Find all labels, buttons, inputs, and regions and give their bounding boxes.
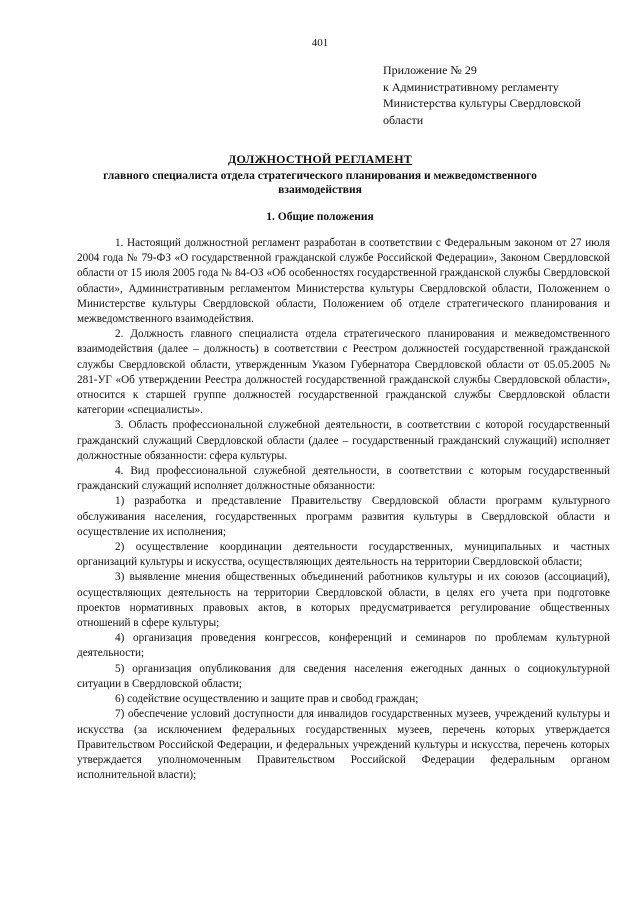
appendix-line: Министерства культуры Свердловской [383, 96, 581, 110]
paragraph: 4) организация проведения конгрессов, конференций и семинаров по проблемам культурной деятельности; [77, 632, 610, 660]
paragraph: 4. Вид профессиональной служебной деятельности, в соответствии с которым государственный гражданский служащий исполняет должностные обязанности: [77, 465, 610, 493]
paragraph: 2) осуществление координации деятельности государственных, муниципальных и частных организаций культуры и искусства, осуществляющих деятельность на территории Свердловской области; [77, 541, 610, 569]
paragraph: 6) содействие осуществлению и защите прав и свобод граждан; [115, 693, 419, 706]
appendix-note [383, 62, 628, 128]
paragraph: 3. Область профессиональной служебной деятельности, в соответствии с которой государственный гражданский служащий Свердловской области (далее – государственный гражданский служащий) исполняет должностные обязанности: сфера культуры. [77, 419, 610, 462]
page-number: 401 [311, 37, 329, 49]
appendix-line: к Административному регламенту [383, 79, 559, 94]
section-heading: 1. Общие положения [266, 211, 374, 223]
paragraph: 7) обеспечение условий доступности для инвалидов государственных музеев, учреждений культуры и искусства (за исключением федеральных государственных музеев, перечень которых утверждается Правительством Российской Федерации, и федеральных учреждений культуры и искусства, перечень которых утверждается уполномоченным Правительством Российской Федерации федеральным органом исполнительной власти); [77, 708, 610, 782]
paragraph: 2. Должность главного специалиста отдела стратегического планирования и межведомственного взаимодействия (далее – должность) в соответствии с Реестром должностей государственной гражданской службы Свердловской области, утвержденным Указом Губернатора Свердловской области от 05.05.2005 № 281-УГ «Об утверждении Реестра должностей государственной гражданской службы Свердловской области», относится к старшей группе должностей государственной гражданской службы Свердловской области категории «специалисты». [77, 328, 610, 417]
paragraph: 1) разработка и представление Правительству Свердловской области программ культурного обслуживания населения, государственных программ развития культуры в Свердловской области и осуществление их исполнения; [77, 495, 610, 538]
paragraph: 5) организация опубликования для сведения населения ежегодных данных о социокультурной ситуации в Свердловской области; [77, 662, 610, 690]
appendix-line: области [383, 112, 424, 127]
document-title: ДОЛЖНОСТНОЙ РЕГЛАМЕНТ [228, 152, 412, 166]
document-body [77, 236, 610, 783]
document-subtitle: главного специалиста отдела стратегического планирования и межведомственного взаимодействия [103, 170, 537, 196]
paragraph: 1. Настоящий должностной регламент разработан в соответствии с Федеральным законом от 27 июля 2004 года № 79-ФЗ «О государственной гражданской службе Российской Федерации», Законом Свердловской области от 15 июля 2005 года № 84-ОЗ «Об особенностях государственной гражданской службы Свердловской области», Административным регламентом Министерства культуры Свердловской области, Положением о Министерстве культуры Свердловской области, Положением об отделе стратегического планирования и межведомственного взаимодействия. [77, 237, 610, 326]
appendix-line: Приложение № 29 [383, 63, 477, 77]
paragraph: 3) выявление мнения общественных объединений работников культуры и их союзов (ассоциаций), осуществляющих деятельность на территории Свердловской области, в целях его учета при подготовке проектов нормативных правовых актов, в которых предусматривается регулирование общественных отношений в сфере культуры; [77, 571, 610, 630]
